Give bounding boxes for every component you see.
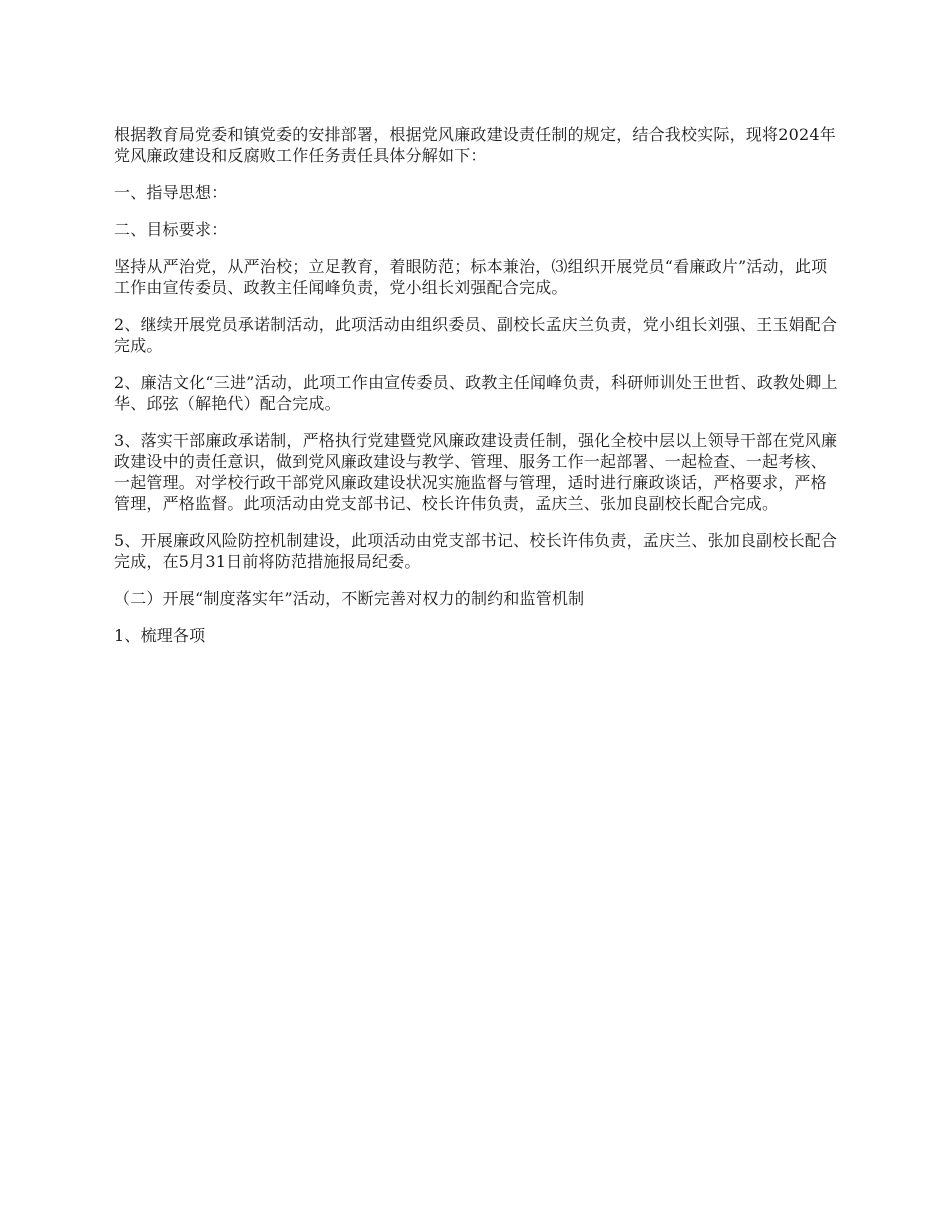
paragraph-risk-control: 5、开展廉政风险防控机制建设，此项活动由党支部书记、校长许伟负责，孟庆兰、张加良副校长配合完成，在5月31日前将防范措施报局纪委。 <box>114 531 838 571</box>
paragraph-cadre-commitment: 3、落实干部廉政承诺制，严格执行党建暨党风廉政建设责任制，强化全校中层以上领导干部在党风廉政建设中的责任意识，做到党风廉政建设与教学、管理、服务工作一起部署、一起检查、一起考核、一起管理。对学校行政干部党风廉政建设状况实施监督与管理，适时进行廉政谈话，严格要求，严格管理，严格监督。此项活动由党支部书记、校长许伟负责，孟庆兰、张加良副校长配合完成。 <box>114 431 838 513</box>
paragraph-sort-items: 1、梳理各项 <box>114 626 206 645</box>
paragraph-clean-culture: 2、廉洁文化“三进”活动，此项工作由宣传委员、政教主任闻峰负责，科研师训处王世哲、政教处卿上华、邱弦（解艳代）配合完成。 <box>114 373 838 413</box>
heading-target-requirements: 二、目标要求： <box>114 220 228 239</box>
heading-system-implementation: （二）开展“制度落实年”活动，不断完善对权力的制约和监管机制 <box>114 589 585 608</box>
document-body <box>114 124 842 662</box>
heading-guiding-ideology: 一、指导思想： <box>114 183 228 202</box>
paragraph-party-commitment: 2、继续开展党员承诺制活动，此项活动由组织委员、副校长孟庆兰负责，党小组长刘强、王玉娟配合完成。 <box>114 315 838 355</box>
paragraph-strict-governance: 坚持从严治党，从严治校；立足教育，着眼防范；标本兼治，⑶组织开展党员“看廉政片”活动，此项工作由宣传委员、政教主任闻峰负责，党小组长刘强配合完成。 <box>114 257 828 297</box>
paragraph-intro: 根据教育局党委和镇党委的安排部署，根据党风廉政建设责任制的规定，结合我校实际，现将2024年党风廉政建设和反腐败工作任务责任具体分解如下： <box>114 125 836 165</box>
